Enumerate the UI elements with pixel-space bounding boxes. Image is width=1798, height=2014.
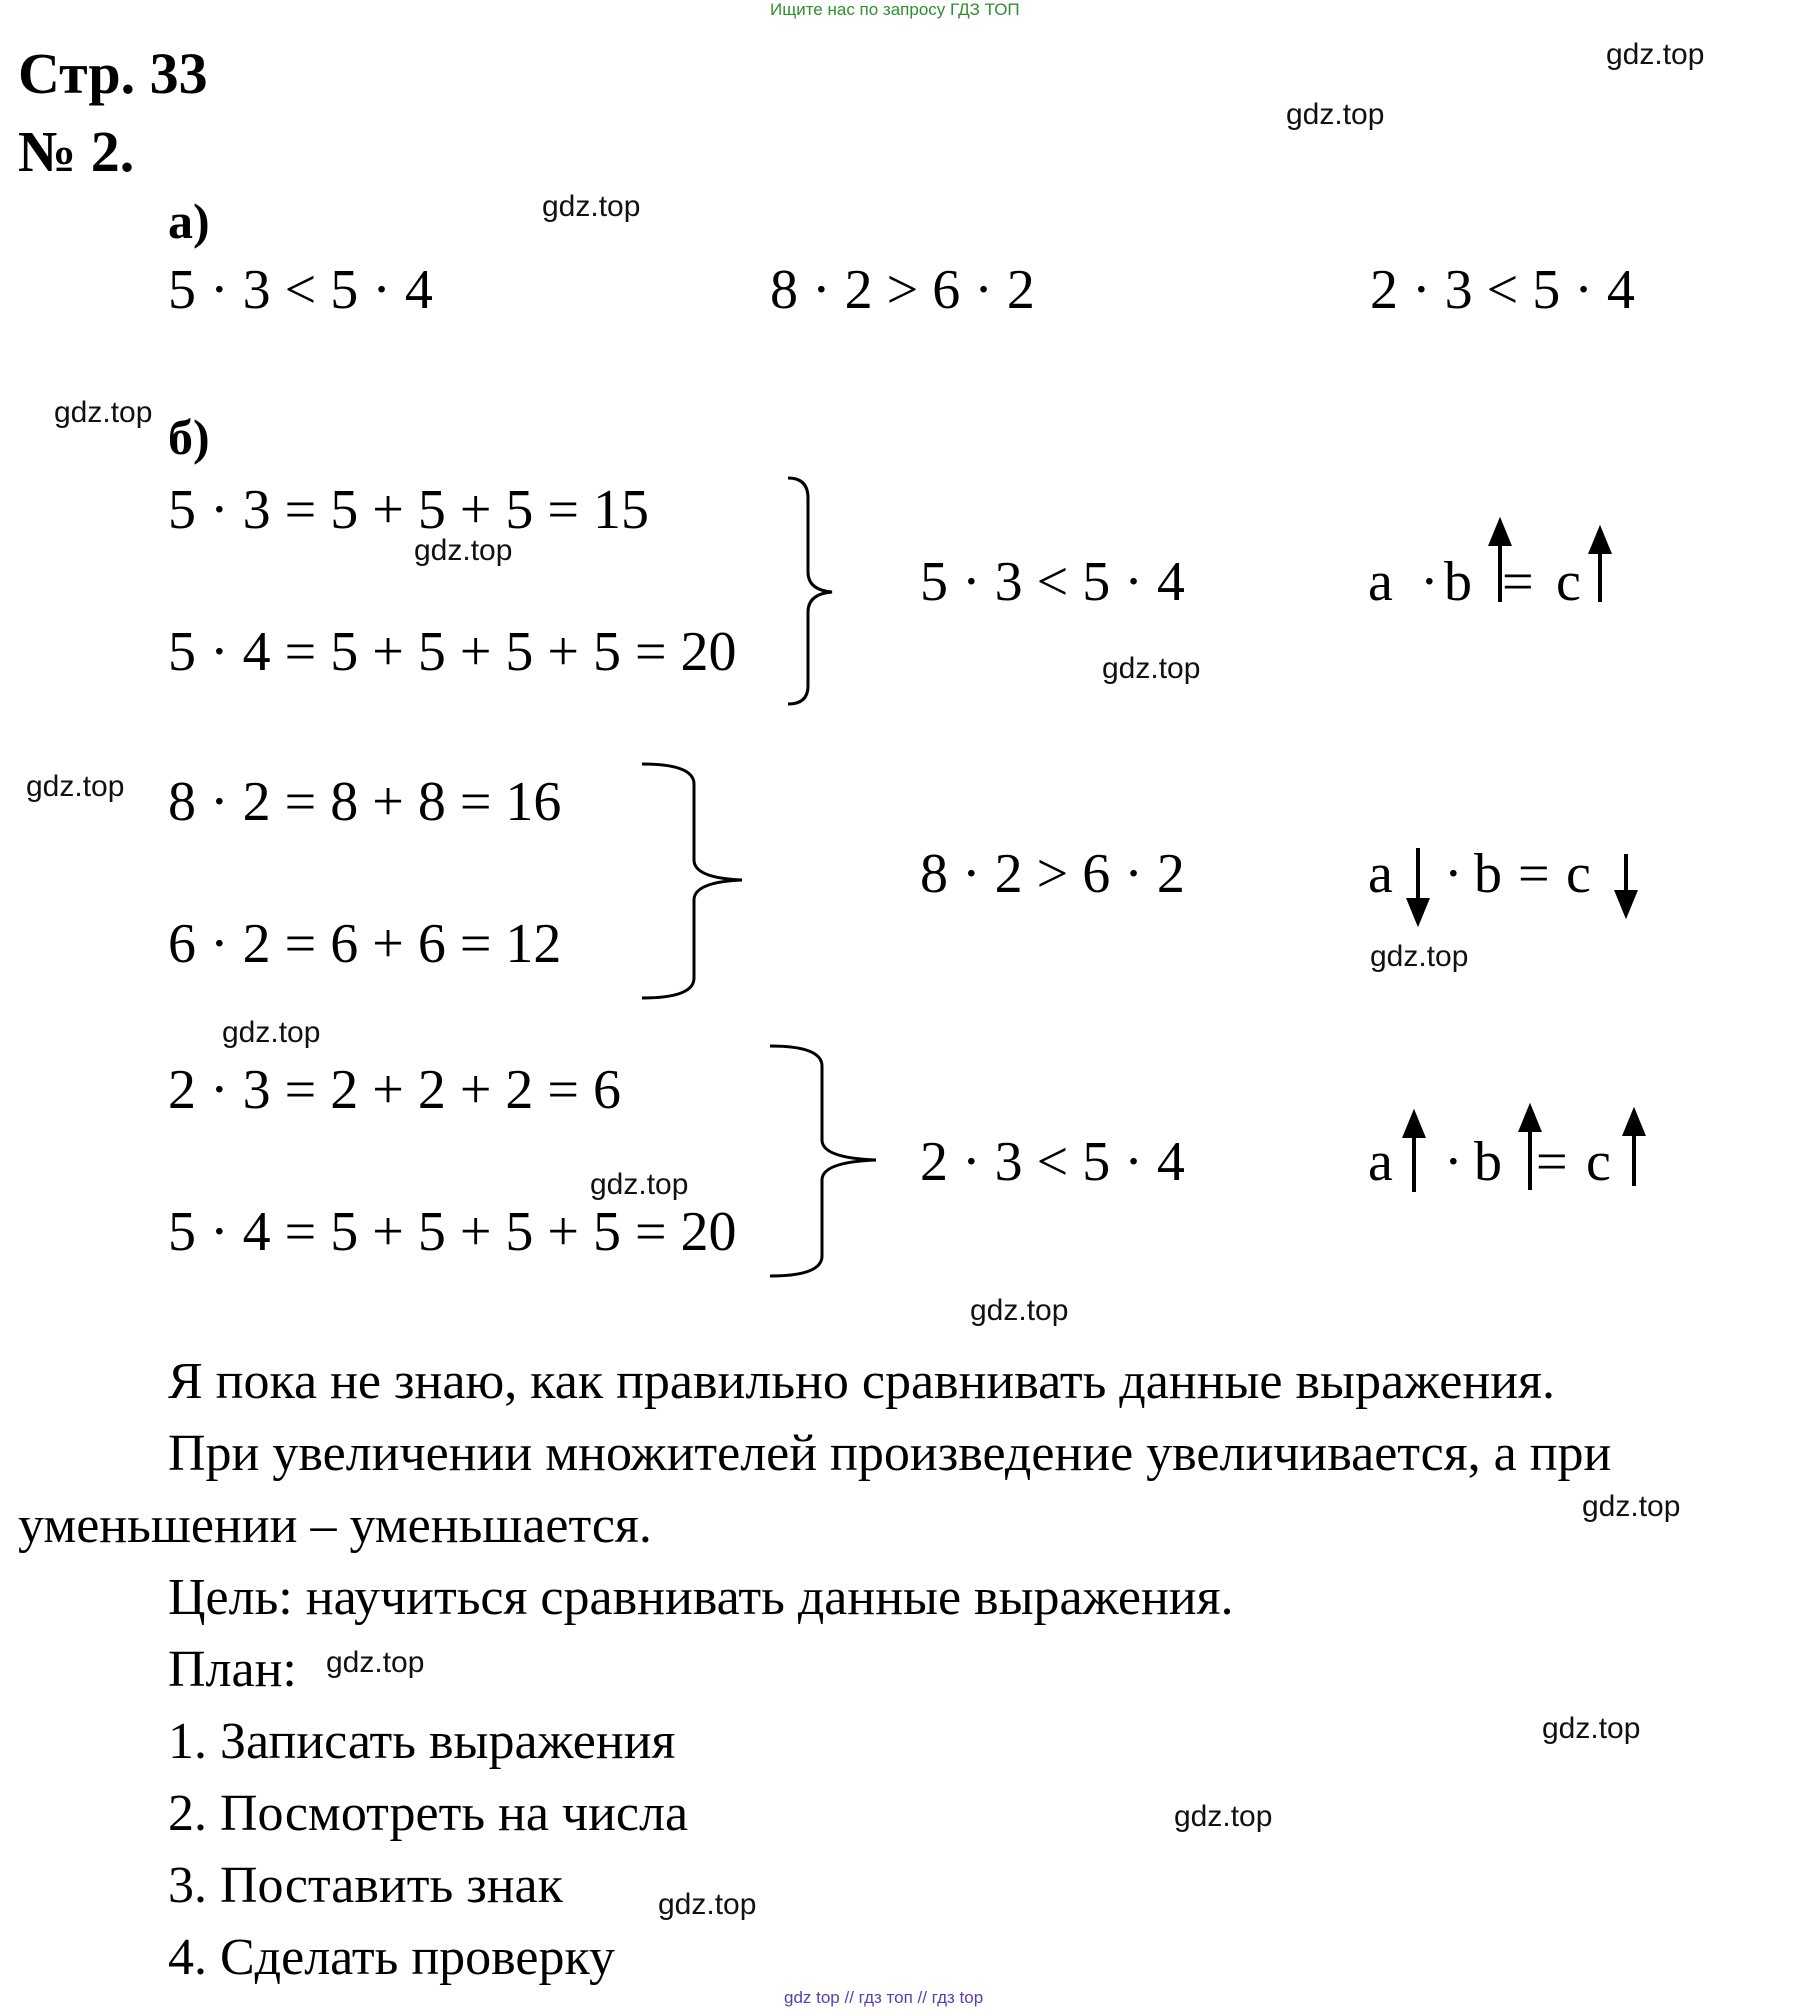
group3-formula-dot: · [1444, 1131, 1463, 1193]
watermark: gdz.top [1286, 98, 1385, 131]
arrow-down-a-2-head [1409, 900, 1427, 922]
group2-formula-b: b [1474, 843, 1502, 905]
part-a-label: а) [168, 193, 210, 249]
arrow-up-c-3-head [1625, 1112, 1643, 1134]
footer-links[interactable]: gdz top // гдз топ // гдз top [784, 1988, 984, 2007]
plan-item-3: 3. Поставить знак [168, 1857, 563, 1914]
watermark: gdz.top [1606, 38, 1705, 71]
watermark: gdz.top [658, 1888, 757, 1921]
group3-line1: 2 · 3 = 2 + 2 + 2 = 6 [168, 1059, 621, 1121]
plan-title: План: [168, 1641, 297, 1698]
watermark: gdz.top [1370, 940, 1469, 973]
watermark: gdz.top [26, 770, 125, 803]
group2-line1: 8 · 2 = 8 + 8 = 16 [168, 771, 562, 833]
group2-line2: 6 · 2 = 6 + 6 = 12 [168, 913, 562, 975]
part-a-expression-1: 5 · 3 < 5 · 4 [168, 259, 433, 321]
group2-result: 8 · 2 > 6 · 2 [920, 843, 1185, 905]
paragraph-2-line2: уменьшении – уменьшается. [18, 1497, 652, 1554]
arrow-up-a-3-head [1405, 1114, 1423, 1136]
brace-group2 [642, 764, 742, 998]
task-number: № 2. [18, 119, 135, 184]
watermark: gdz.top [1174, 1800, 1273, 1833]
watermark: gdz.top [54, 396, 153, 429]
group3-formula-a: a [1368, 1131, 1393, 1193]
watermark: gdz.top [1542, 1712, 1641, 1745]
goal-text: Цель: научиться сравнивать данные выражения. [168, 1569, 1234, 1626]
group1-formula-dot: · [1420, 551, 1439, 613]
group2-formula-c: c [1566, 843, 1591, 905]
group3-formula-eq: = [1536, 1131, 1568, 1193]
group3-result: 2 · 3 < 5 · 4 [920, 1131, 1185, 1193]
arrow-up-b-3-head [1521, 1108, 1539, 1130]
top-note[interactable]: Ищите нас по запросу ГДЗ ТОП [770, 0, 1020, 19]
group3-formula-c: c [1586, 1131, 1611, 1193]
watermark: gdz.top [542, 190, 641, 223]
plan-item-4: 4. Сделать проверку [168, 1929, 616, 1986]
group2-formula-a: a [1368, 843, 1393, 905]
plan-item-2: 2. Посмотреть на числа [168, 1785, 689, 1842]
arrow-down-c-2-head [1617, 892, 1635, 914]
part-a-expression-3: 2 · 3 < 5 · 4 [1370, 259, 1635, 321]
watermark: gdz.top [414, 534, 513, 567]
part-a-expression-2: 8 · 2 > 6 · 2 [770, 259, 1035, 321]
plan-item-1: 1. Записать выражения [168, 1713, 676, 1770]
group2-formula-eq: = [1518, 843, 1550, 905]
group2-formula-dot: · [1444, 843, 1463, 905]
brace-group1 [788, 478, 832, 704]
arrow-up-b-1-head [1491, 522, 1509, 544]
arrow-up-c-1-head [1591, 530, 1609, 552]
part-b-label: б) [168, 409, 210, 465]
watermark: gdz.top [326, 1646, 425, 1679]
watermark: gdz.top [970, 1294, 1069, 1327]
group1-formula-c: c [1556, 551, 1581, 613]
paragraph-1: Я пока не знаю, как правильно сравнивать данные выражения. [168, 1353, 1555, 1410]
group1-formula-a: a [1368, 551, 1393, 613]
group1-line1: 5 · 3 = 5 + 5 + 5 = 15 [168, 479, 649, 541]
group1-formula-eq: = [1502, 551, 1534, 613]
watermark: gdz.top [1582, 1490, 1681, 1523]
group1-formula-b: b [1444, 551, 1472, 613]
group3-formula-b: b [1474, 1131, 1502, 1193]
group1-line2: 5 · 4 = 5 + 5 + 5 + 5 = 20 [168, 621, 737, 683]
group3-line2: 5 · 4 = 5 + 5 + 5 + 5 = 20 [168, 1201, 737, 1263]
watermark: gdz.top [222, 1016, 321, 1049]
brace-group3 [770, 1046, 876, 1276]
group1-result: 5 · 3 < 5 · 4 [920, 551, 1185, 613]
watermark: gdz.top [590, 1168, 689, 1201]
paragraph-2-line1: При увеличении множителей произведение увеличивается, а при [168, 1425, 1612, 1482]
watermark: gdz.top [1102, 652, 1201, 685]
page-heading: Стр. 33 [18, 41, 208, 106]
